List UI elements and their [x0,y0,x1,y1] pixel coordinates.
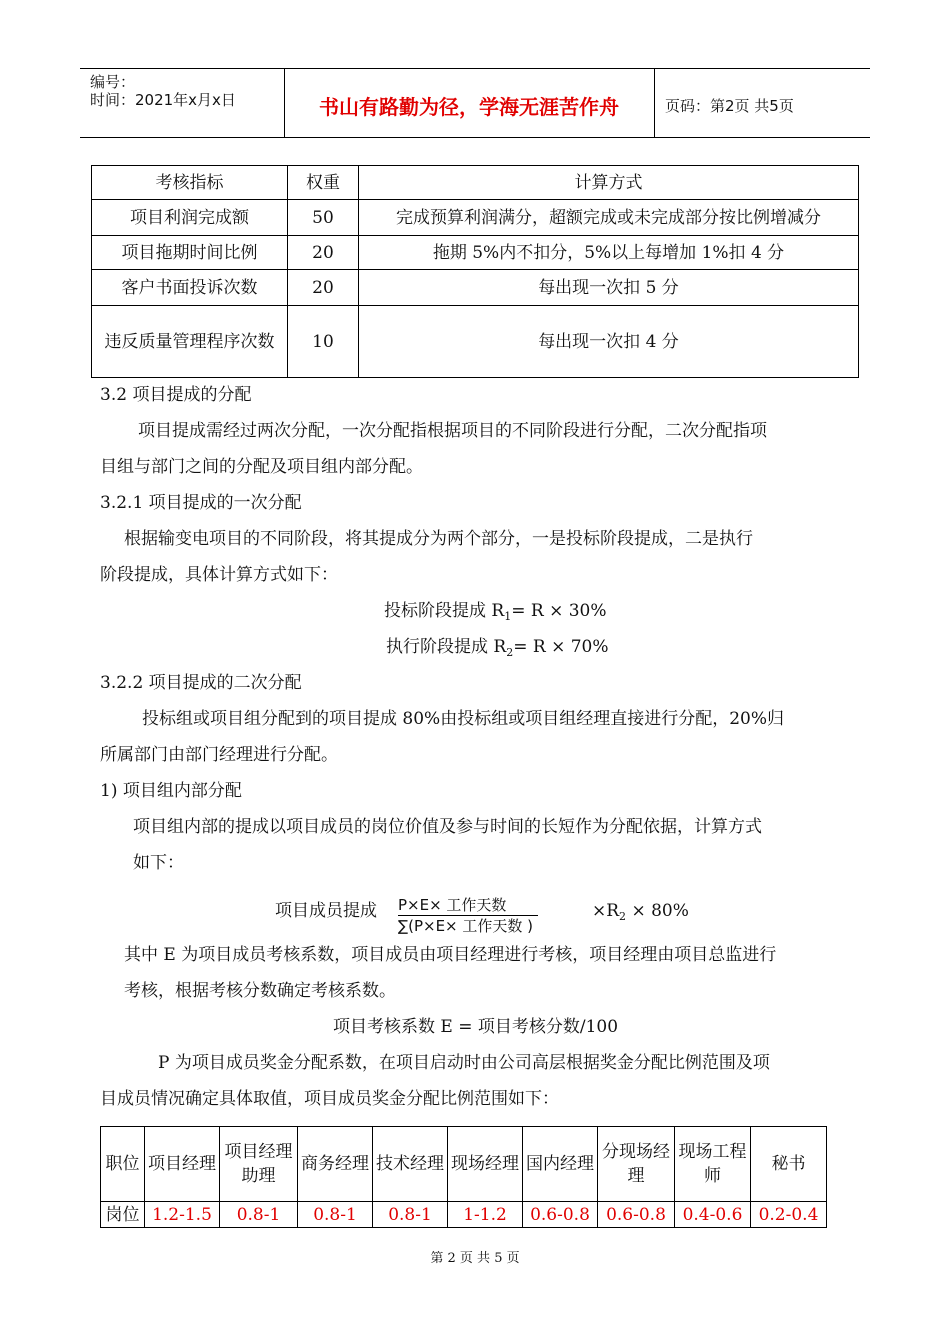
paragraph: 其中 E 为项目成员考核系数，项目成员由项目经理进行考核，项目经理由项目总监进行 [124,945,777,965]
paragraph: 项目组内部的提成以项目成员的岗位价值及参与时间的长短作为分配依据，计算方式 [133,817,762,837]
list-item-title: 1) 项目组内部分配 [100,781,242,801]
formula-subscript: 1 [504,610,512,623]
table-cell: 0.2-0.4 [751,1202,827,1228]
page-footer: 第 2 页 共 5 页 [430,1251,520,1266]
table-cell: 现场经理 [448,1127,523,1202]
table-cell: 项目经理助理 [220,1127,298,1202]
formula-label: 项目成员提成 [275,901,377,921]
paragraph: 目组与部门之间的分配及项目组内部分配。 [100,457,423,477]
table-cell: 现场工程师 [675,1127,751,1202]
table-row [92,200,859,236]
table-cell: 0.8-1 [220,1202,298,1228]
formula-text: = R × 70% [513,637,609,657]
table-row [92,306,859,378]
table-cell: 每出现一次扣 5 分 [359,270,859,306]
table-cell: 1-1.2 [448,1202,523,1228]
header-cell: 权重 [288,166,359,200]
table-cell: 每出现一次扣 4 分 [359,306,859,378]
table-cell: 0.6-0.8 [523,1202,598,1228]
table-cell: 20 [288,236,359,270]
formula-text: ×R [592,901,620,921]
paragraph: 如下： [133,853,184,873]
formula-bid [384,600,607,628]
table-cell: 0.8-1 [298,1202,373,1228]
table-cell: 违反质量管理程序次数 [92,306,288,378]
ratio-row [101,1202,827,1228]
fraction-bar [398,915,538,916]
table-cell: 0.8-1 [373,1202,448,1228]
row-label: 职位 [101,1127,145,1202]
table-cell: 分现场经理 [598,1127,675,1202]
section-title: 3.2.1 项目提成的一次分配 [100,493,302,513]
table-cell: 0.6-0.8 [598,1202,675,1228]
formula-text: × 80% [626,901,689,921]
paragraph: 投标组或项目组分配到的项目提成 80%由投标组或项目组经理直接进行分配，20%归 [142,709,784,729]
fraction-denominator: ∑(P×E× 工作天数 ) [398,917,534,935]
header-cell: 考核指标 [92,166,288,200]
paragraph: 所属部门由部门经理进行分配。 [100,745,338,765]
page-header [80,68,870,138]
paragraph: 项目提成需经过两次分配，一次分配指根据项目的不同阶段进行分配，二次分配指项 [138,421,767,441]
paragraph: 目成员情况确定具体取值，项目成员奖金分配比例范围如下： [100,1089,559,1109]
paragraph: 阶段提成，具体计算方式如下： [100,565,338,585]
formula-subscript: 2 [619,910,627,923]
table-cell: 商务经理 [298,1127,373,1202]
paragraph: 考核，根据考核分数确定考核系数。 [124,981,396,1001]
number-label: 编号： [90,73,136,91]
motto: 书山有路勤为径，学海无涯苦作舟 [319,95,619,119]
table-cell: 0.4-0.6 [675,1202,751,1228]
time-label: 时间：2021年x月x日 [90,91,236,109]
table-cell: 秘书 [751,1127,827,1202]
header-cell: 计算方式 [359,166,859,200]
kpi-table [91,165,859,378]
table-cell: 完成预算利润满分，超额完成或未完成部分按比例增减分 [359,200,859,236]
formula-text: 投标阶段提成 R [384,601,505,621]
table-cell: 技术经理 [373,1127,448,1202]
page-info: 页码：第2页 共5页 [665,97,794,115]
table-header-row [92,166,859,200]
table-cell: 拖期 5%内不扣分，5%以上每增加 1%扣 4 分 [359,236,859,270]
formula-text: = R × 30% [511,601,607,621]
formula-text: 执行阶段提成 R [386,637,507,657]
table-cell: 50 [288,200,359,236]
table-cell: 国内经理 [523,1127,598,1202]
section-title: 3.2 项目提成的分配 [100,385,252,405]
table-cell: 1.2-1.5 [145,1202,220,1228]
table-cell: 项目经理 [145,1127,220,1202]
bonus-ratio-table [100,1126,827,1228]
formula-exec [386,636,609,664]
fraction [398,896,538,935]
table-cell: 项目利润完成额 [92,200,288,236]
table-cell: 10 [288,306,359,378]
header-meta [90,73,236,109]
paragraph: 根据输变电项目的不同阶段，将其提成分为两个部分，一是投标阶段提成，二是执行 [124,529,753,549]
table-row [92,270,859,306]
formula-score: 项目考核系数 E = 项目考核分数/100 [333,1017,619,1037]
table-row [92,236,859,270]
position-row [101,1127,827,1202]
table-cell: 20 [288,270,359,306]
paragraph: P 为项目成员奖金分配系数，在项目启动时由公司高层根据奖金分配比例范围及项 [158,1053,770,1073]
header-divider [654,69,655,137]
section-title: 3.2.2 项目提成的二次分配 [100,673,302,693]
formula-subscript: 2 [506,646,514,659]
table-cell: 项目拖期时间比例 [92,236,288,270]
fraction-numerator: P×E× 工作天数 [398,896,507,914]
formula-tail [592,900,689,928]
table-cell: 客户书面投诉次数 [92,270,288,306]
row-label: 岗位 [101,1202,145,1228]
